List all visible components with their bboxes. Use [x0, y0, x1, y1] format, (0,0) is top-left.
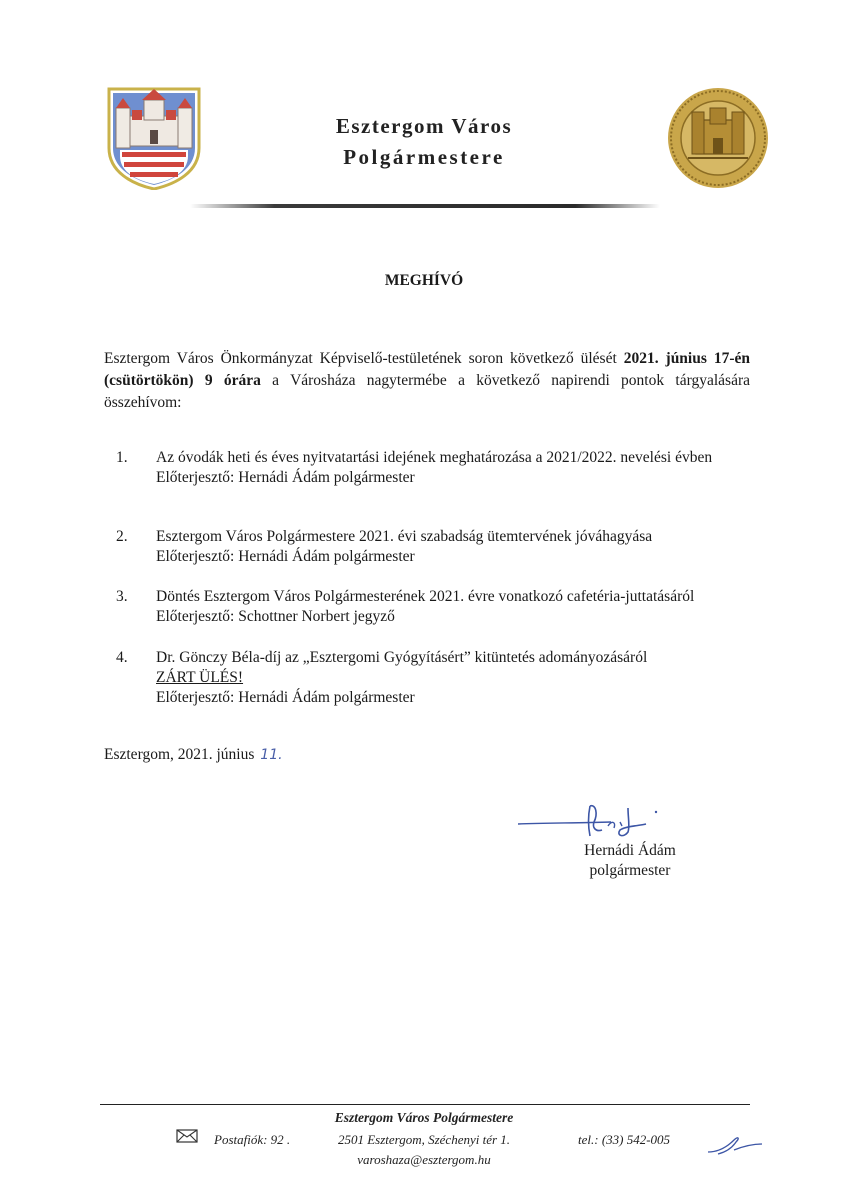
page-title-line1: Esztergom Város: [335, 114, 513, 138]
handwritten-signature: [516, 796, 676, 846]
email-address[interactable]: varoshaza@esztergom.hu: [357, 1152, 491, 1167]
agenda-item: [104, 648, 754, 708]
intro-text-end: a Városháza nagytermébe a következő napirendi pontok tárgyalására összehívom:: [104, 372, 750, 411]
header-divider: [190, 204, 660, 208]
agenda-item-number: 1.: [116, 449, 128, 466]
agenda-item: [104, 527, 754, 567]
agenda-item-text: Az óvodák heti és éves nyitvatartási idejének meghatározása a 2021/2022. nevelési évben: [156, 449, 713, 466]
agenda-item-text: Esztergom Város Polgármestere 2021. évi szabadság ütemtervének jóváhagyása: [156, 528, 653, 545]
agenda-item: [104, 587, 754, 627]
meeting-date-time: 2021. június 17-én (csütörtökön) 9 órára: [104, 350, 750, 389]
agenda-item-presenter: Előterjesztő: Schottner Norbert jegyző: [156, 608, 395, 625]
agenda-item-number: 2.: [116, 528, 128, 545]
signer-title: polgármester: [589, 862, 671, 879]
agenda-item-number: 3.: [116, 588, 128, 605]
city-seal-icon: [666, 86, 770, 190]
intro-text-start: Esztergom Város Önkormányzat Képviselő-testületének soron következő ülését: [104, 350, 624, 367]
footer-title: Esztergom Város Polgármestere: [334, 1110, 514, 1125]
coat-of-arms-icon: [106, 86, 202, 190]
agenda-item-presenter: Előterjesztő: Hernádi Ádám polgármester: [156, 548, 415, 565]
page-title-line2: Polgármestere: [343, 145, 505, 169]
postal-address: 2501 Esztergom, Széchenyi tér 1.: [337, 1132, 511, 1147]
agenda-item: [104, 448, 754, 488]
intro-paragraph: [104, 348, 750, 414]
agenda-item-text: Dr. Gönczy Béla-díj az „Esztergomi Gyógyításért” kitüntetés adományozásáról: [156, 649, 648, 666]
handwritten-initials: [704, 1128, 766, 1158]
signer-name: Hernádi Ádám: [584, 842, 676, 859]
agenda-item-number: 4.: [116, 649, 128, 666]
phone-number: tel.: (33) 542-005: [578, 1132, 671, 1147]
place-date-text: Esztergom, 2021. június: [104, 746, 255, 763]
place-date: [104, 746, 283, 764]
handwritten-day: 11.: [260, 747, 283, 763]
agenda-item-presenter: Előterjesztő: Hernádi Ádám polgármester: [156, 469, 415, 486]
footer-divider: [100, 1104, 750, 1105]
document-title: MEGHÍVÓ: [384, 272, 464, 289]
agenda-item-presenter: Előterjesztő: Hernádi Ádám polgármester: [156, 689, 415, 706]
agenda-item-text: Döntés Esztergom Város Polgármesterének 2021. évre vonatkozó cafetéria-juttatásáról: [156, 588, 695, 605]
closed-session-note: ZÁRT ÜLÉS!: [156, 669, 244, 686]
po-box: Postafiók: 92 .: [214, 1132, 291, 1147]
